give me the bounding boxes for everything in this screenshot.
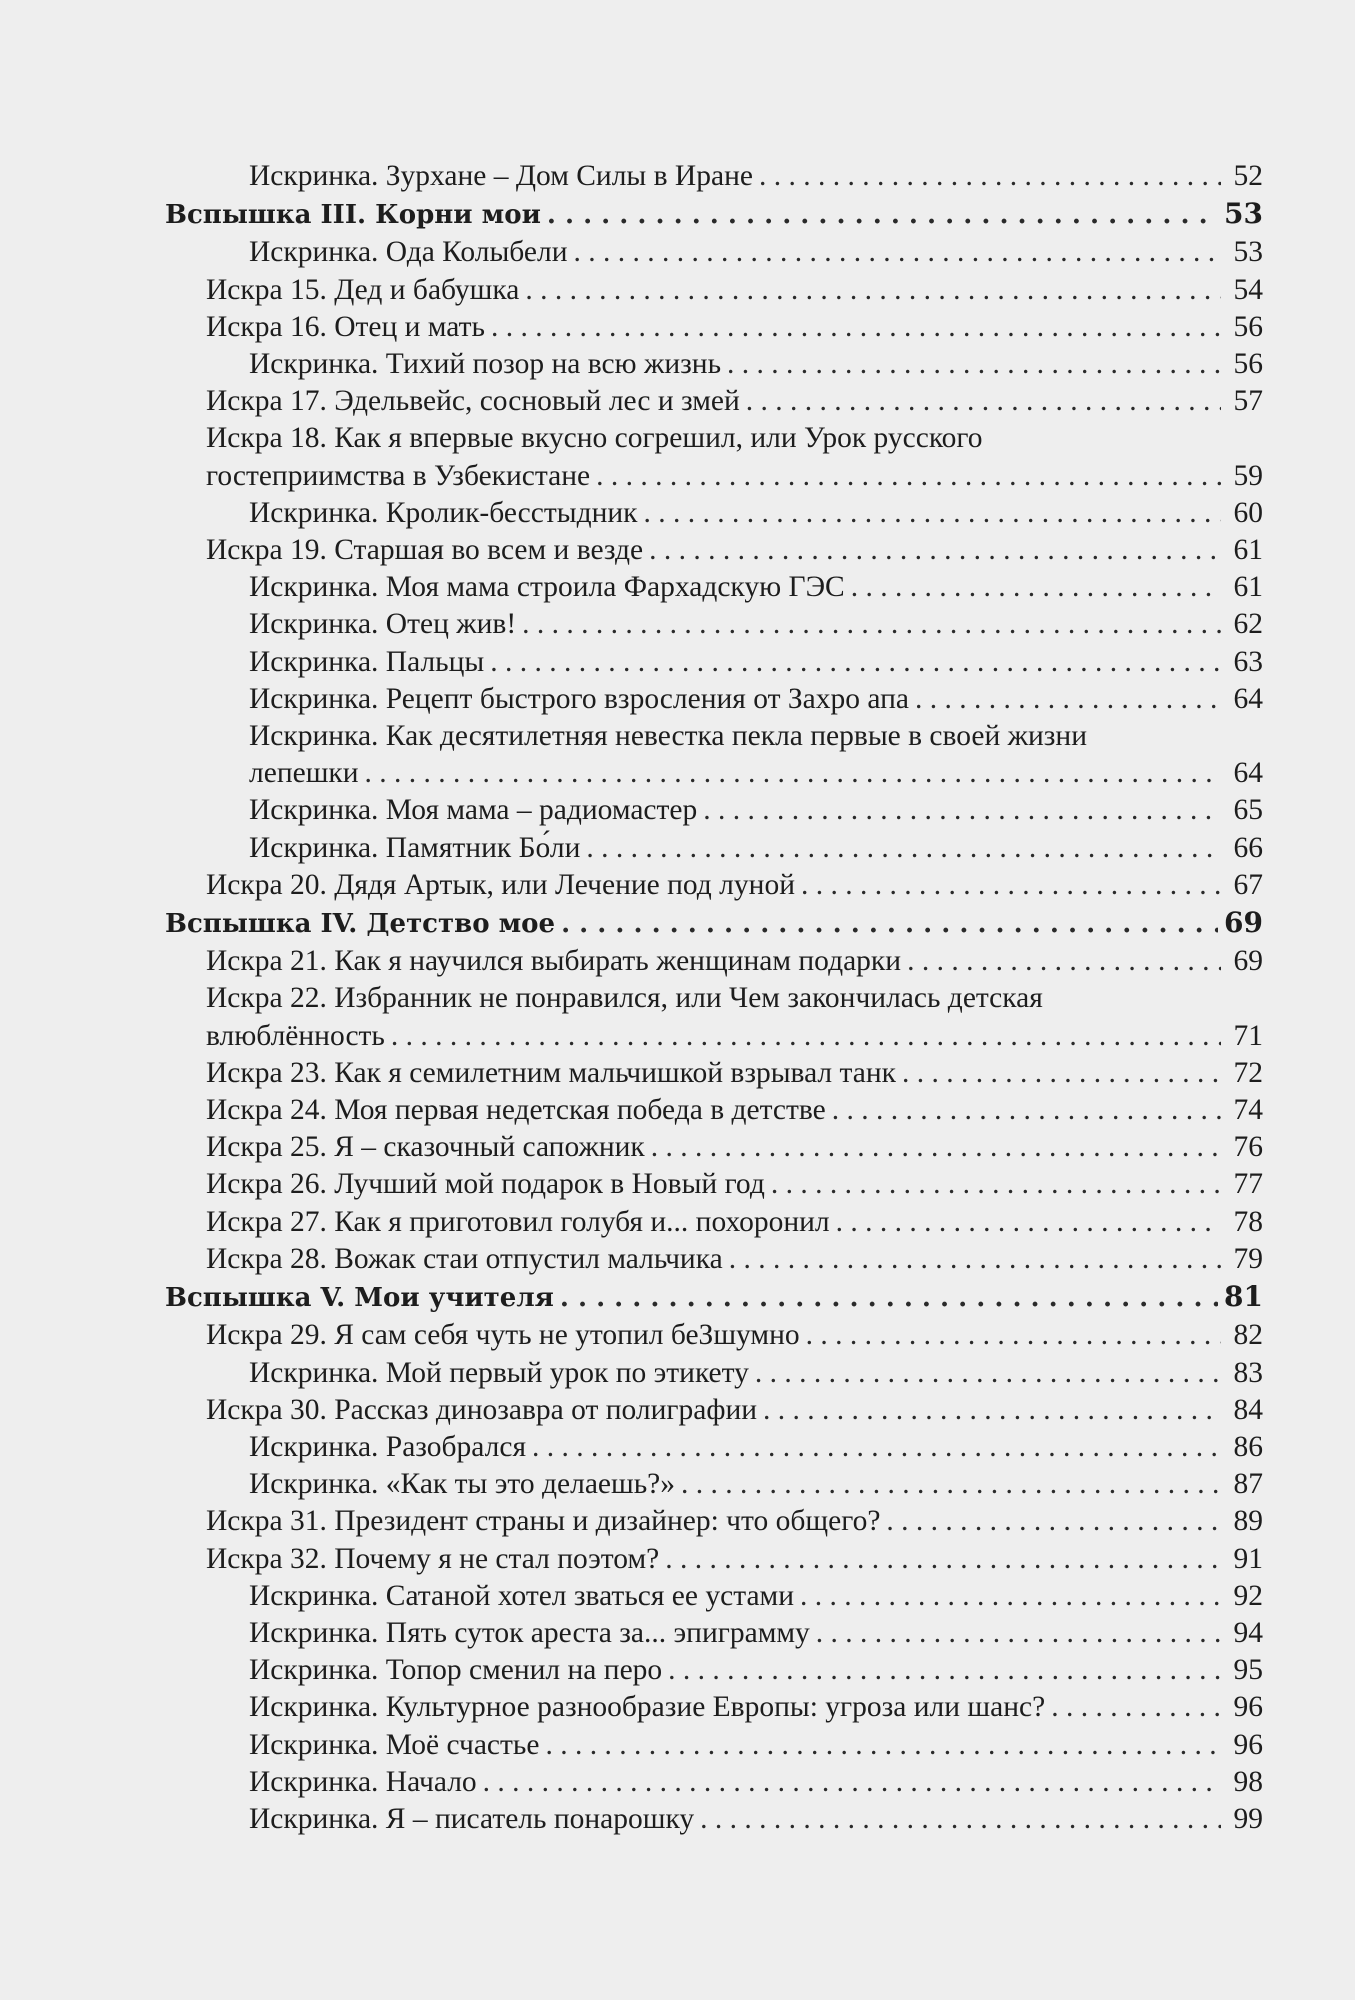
toc-subentry bbox=[0, 158, 1355, 195]
toc-entry-title: Искринка. Пять суток ареста за... эпиграмму bbox=[249, 1616, 810, 1649]
dot-leader bbox=[574, 234, 1221, 271]
dot-leader bbox=[851, 569, 1221, 606]
dot-leader bbox=[832, 1092, 1221, 1129]
toc-entry-title: Искринка. Ода Колыбели bbox=[249, 236, 568, 269]
toc-entry-title: Вспышка III. Корни мои bbox=[165, 200, 541, 231]
toc-page-number: 82 bbox=[1233, 1319, 1263, 1352]
toc-subentry bbox=[0, 1615, 1355, 1652]
dot-leader bbox=[391, 1018, 1221, 1055]
dot-leader bbox=[801, 867, 1221, 904]
toc-page-number: 60 bbox=[1233, 496, 1263, 529]
toc-page-number: 92 bbox=[1233, 1579, 1263, 1612]
toc-entry-title: Искра 17. Эдельвейс, сосновый лес и змей bbox=[206, 385, 740, 418]
dot-leader bbox=[586, 830, 1221, 867]
toc-subentry bbox=[0, 1466, 1355, 1503]
toc-entry-title-line1: Искра 18. Как я впервые вкусно согрешил, или Урок русского bbox=[206, 422, 983, 455]
toc-page-number: 57 bbox=[1233, 385, 1263, 418]
toc-page-number: 95 bbox=[1233, 1654, 1263, 1687]
dot-leader bbox=[915, 681, 1221, 718]
toc-chapter-entry bbox=[0, 532, 1355, 569]
dot-leader bbox=[644, 495, 1222, 532]
toc-page-number: 94 bbox=[1233, 1616, 1263, 1649]
toc-chapter-entry bbox=[0, 1055, 1355, 1092]
dot-leader bbox=[491, 309, 1221, 346]
toc-subentry bbox=[0, 792, 1355, 829]
toc-entry-title: Искра 26. Лучший мой подарок в Новый год bbox=[206, 1168, 765, 1201]
toc-subentry bbox=[0, 1578, 1355, 1615]
toc-section-heading bbox=[0, 904, 1355, 943]
dot-leader bbox=[365, 755, 1221, 792]
toc-entry-title: Искра 29. Я сам себя чуть не утопил беЗшумно bbox=[206, 1319, 800, 1352]
toc-entry-title: Искринка. Памятник Бо́ли bbox=[249, 831, 581, 864]
toc-entry-title: Искринка. Разобрался bbox=[249, 1430, 527, 1463]
toc-subentry bbox=[0, 495, 1355, 532]
toc-chapter-entry bbox=[0, 980, 1355, 1054]
toc-entry-title: Искра 25. Я – сказочный сапожник bbox=[206, 1131, 645, 1164]
toc-entry-title: Искра 28. Вожак стаи отпустил мальчика bbox=[206, 1242, 723, 1275]
dot-leader bbox=[532, 1429, 1221, 1466]
toc-page-number: 76 bbox=[1233, 1131, 1263, 1164]
toc-page-number: 59 bbox=[1233, 459, 1263, 492]
toc-entry-title: Искринка. Моя мама – радиомастер bbox=[249, 794, 698, 827]
toc-subentry bbox=[0, 1689, 1355, 1726]
dot-leader bbox=[759, 158, 1221, 195]
toc-subentry bbox=[0, 830, 1355, 867]
dot-leader bbox=[560, 1280, 1218, 1317]
toc-chapter-entry bbox=[0, 272, 1355, 309]
toc-page-number: 62 bbox=[1233, 608, 1263, 641]
toc-chapter-entry bbox=[0, 943, 1355, 980]
toc-page-number: 77 bbox=[1233, 1168, 1263, 1201]
toc-entry-title: Искра 30. Рассказ динозавра от полиграфии bbox=[206, 1393, 758, 1426]
toc-chapter-entry bbox=[0, 1204, 1355, 1241]
toc-subentry bbox=[0, 1727, 1355, 1764]
dot-leader bbox=[800, 1578, 1221, 1615]
toc-entry-title: Искринка. Сатаной хотел зваться ее устами bbox=[249, 1579, 795, 1612]
toc-chapter-entry bbox=[0, 1241, 1355, 1278]
dot-leader bbox=[755, 1355, 1221, 1392]
toc-chapter-entry bbox=[0, 309, 1355, 346]
toc-entry-title: Искра 31. Президент страны и дизайнер: что общего? bbox=[206, 1505, 881, 1538]
dot-leader bbox=[665, 1541, 1221, 1578]
toc-page-number: 86 bbox=[1233, 1430, 1263, 1463]
toc-page-number: 61 bbox=[1233, 534, 1263, 567]
toc-page-number: 81 bbox=[1224, 1280, 1263, 1314]
dot-leader bbox=[703, 792, 1221, 829]
toc-page-number: 89 bbox=[1233, 1505, 1263, 1538]
dot-leader bbox=[668, 1652, 1221, 1689]
toc-entry-title: Искринка. Мой первый урок по этикету bbox=[249, 1356, 749, 1389]
toc-subentry bbox=[0, 644, 1355, 681]
toc-page-number: 67 bbox=[1233, 868, 1263, 901]
toc-page-number: 72 bbox=[1233, 1056, 1263, 1089]
toc-entry-title: Вспышка V. Мои учителя bbox=[165, 1283, 554, 1314]
dot-leader bbox=[651, 1129, 1221, 1166]
toc-page-number: 71 bbox=[1233, 1019, 1263, 1052]
toc-entry-title: Искринка. Пальцы bbox=[249, 645, 485, 678]
toc-entry-title: Вспышка IV. Детство мое bbox=[165, 909, 556, 940]
toc-page-number: 63 bbox=[1233, 645, 1263, 678]
toc-subentry bbox=[0, 1801, 1355, 1838]
toc-entry-title: Искринка. Топор сменил на перо bbox=[249, 1654, 663, 1687]
toc-page-number: 64 bbox=[1233, 682, 1263, 715]
toc-chapter-entry bbox=[0, 383, 1355, 420]
toc-chapter-entry bbox=[0, 1166, 1355, 1203]
toc-entry-title: Искра 19. Старшая во всем и везде bbox=[206, 534, 644, 567]
dot-leader bbox=[547, 197, 1218, 234]
dot-leader bbox=[771, 1166, 1221, 1203]
toc-page-number: 54 bbox=[1233, 273, 1263, 306]
dot-leader bbox=[729, 1241, 1221, 1278]
toc-subentry bbox=[0, 234, 1355, 271]
toc-entry-title: Искра 15. Дед и бабушка bbox=[206, 273, 520, 306]
toc-page-number: 96 bbox=[1233, 1728, 1263, 1761]
dot-leader bbox=[525, 272, 1221, 309]
toc-page-number: 69 bbox=[1233, 945, 1263, 978]
toc-entry-title: Искра 32. Почему я не стал поэтом? bbox=[206, 1542, 660, 1575]
toc-page-number: 78 bbox=[1233, 1205, 1263, 1238]
toc-chapter-entry bbox=[0, 867, 1355, 904]
toc-entry-title: Искринка. Я – писатель понарошку bbox=[249, 1802, 695, 1835]
toc-chapter-entry bbox=[0, 1092, 1355, 1129]
toc-entry-title: Искринка. Отец жив! bbox=[249, 608, 517, 641]
toc-page-number: 96 bbox=[1233, 1691, 1263, 1724]
toc-page-number: 98 bbox=[1233, 1765, 1263, 1798]
toc-entry-title: Искринка. Тихий позор на всю жизнь bbox=[249, 348, 722, 381]
toc-page-number: 74 bbox=[1233, 1094, 1263, 1127]
toc-entry-title: Искринка. Рецепт быстрого взросления от Захро апа bbox=[249, 682, 909, 715]
dot-leader bbox=[700, 1801, 1221, 1838]
toc-entry-title: Искра 23. Как я семилетним мальчишкой взрывал танк bbox=[206, 1056, 896, 1089]
toc-entry-title: Искринка. «Как ты это делаешь?» bbox=[249, 1468, 676, 1501]
toc-entry-title: лепешки bbox=[249, 757, 359, 790]
dot-leader bbox=[763, 1392, 1221, 1429]
toc-page-number: 53 bbox=[1224, 197, 1263, 231]
toc-page-number: 99 bbox=[1233, 1802, 1263, 1835]
toc-entry-title-line1: Искра 22. Избранник не понравился, или Чем закончилась детская bbox=[206, 982, 1043, 1015]
toc-subentry bbox=[0, 606, 1355, 643]
toc-section-heading bbox=[0, 195, 1355, 234]
toc-page-number: 91 bbox=[1233, 1542, 1263, 1575]
toc-subentry bbox=[0, 569, 1355, 606]
toc-entry-title: Искра 21. Как я научился выбирать женщинам подарки bbox=[206, 945, 902, 978]
toc-page-number: 69 bbox=[1224, 906, 1263, 940]
toc-subentry bbox=[0, 681, 1355, 718]
toc-entry-title: Искра 20. Дядя Артык, или Лечение под луной bbox=[206, 868, 795, 901]
toc-page-number: 65 bbox=[1233, 794, 1263, 827]
toc-page-number: 66 bbox=[1233, 831, 1263, 864]
toc-entry-title: Искра 24. Моя первая недетская победа в детстве bbox=[206, 1094, 826, 1127]
toc-chapter-entry bbox=[0, 1503, 1355, 1540]
dot-leader bbox=[902, 1055, 1221, 1092]
toc-page-number: 84 bbox=[1233, 1393, 1263, 1426]
toc-page-number: 53 bbox=[1233, 236, 1263, 269]
toc-page-number: 87 bbox=[1233, 1468, 1263, 1501]
toc-chapter-entry bbox=[0, 1392, 1355, 1429]
dot-leader bbox=[522, 606, 1221, 643]
toc-entry-title: Искринка. Начало bbox=[249, 1765, 477, 1798]
toc-entry-title: Искринка. Моё счастье bbox=[249, 1728, 540, 1761]
dot-leader bbox=[490, 644, 1221, 681]
toc-subentry bbox=[0, 1355, 1355, 1392]
toc-subentry bbox=[0, 1652, 1355, 1689]
toc-entry-title: Искра 27. Как я приготовил голубя и... похоронил bbox=[206, 1205, 830, 1238]
dot-leader bbox=[806, 1317, 1221, 1354]
toc-subentry bbox=[0, 718, 1355, 792]
toc-page-number: 56 bbox=[1233, 348, 1263, 381]
toc-chapter-entry bbox=[0, 1129, 1355, 1166]
toc-entry-title: Искра 16. Отец и мать bbox=[206, 310, 485, 343]
toc-page-number: 52 bbox=[1233, 160, 1263, 192]
dot-leader bbox=[836, 1204, 1221, 1241]
dot-leader bbox=[727, 346, 1221, 383]
toc-entry-title: Искринка. Зурхане – Дом Силы в Иране bbox=[249, 160, 753, 192]
toc-subentry bbox=[0, 1429, 1355, 1466]
dot-leader bbox=[886, 1503, 1221, 1540]
dot-leader bbox=[816, 1615, 1221, 1652]
toc-page-number: 83 bbox=[1233, 1356, 1263, 1389]
toc-entry-title-line1: Искринка. Как десятилетняя невестка пекла первые в своей жизни bbox=[249, 720, 1087, 753]
toc-entry-title: Искринка. Кролик-бесстыдник bbox=[249, 496, 638, 529]
toc-entry-title: влюблённость bbox=[206, 1019, 385, 1052]
dot-leader bbox=[561, 906, 1218, 943]
toc-entry-title: гостеприимства в Узбекистане bbox=[206, 459, 591, 492]
toc-chapter-entry bbox=[0, 1541, 1355, 1578]
toc-page-number: 79 bbox=[1233, 1242, 1263, 1275]
dot-leader bbox=[545, 1727, 1221, 1764]
table-of-contents bbox=[0, 158, 1355, 1838]
dot-leader bbox=[681, 1466, 1221, 1503]
toc-page-number: 64 bbox=[1233, 757, 1263, 790]
dot-leader bbox=[649, 532, 1221, 569]
toc-chapter-entry bbox=[0, 1317, 1355, 1354]
toc-chapter-entry bbox=[0, 420, 1355, 494]
dot-leader bbox=[596, 458, 1221, 495]
toc-page-number: 56 bbox=[1233, 310, 1263, 343]
dot-leader bbox=[483, 1764, 1221, 1801]
toc-entry-title: Искринка. Культурное разнообразие Европы: угроза или шанс? bbox=[249, 1691, 1046, 1724]
toc-page-number: 61 bbox=[1233, 571, 1263, 604]
toc-subentry bbox=[0, 346, 1355, 383]
toc-subentry bbox=[0, 1764, 1355, 1801]
dot-leader bbox=[1051, 1689, 1221, 1726]
toc-entry-title: Искринка. Моя мама строила Фархадскую ГЭС bbox=[249, 571, 845, 604]
dot-leader bbox=[746, 383, 1221, 420]
dot-leader bbox=[907, 943, 1221, 980]
toc-section-heading bbox=[0, 1278, 1355, 1317]
